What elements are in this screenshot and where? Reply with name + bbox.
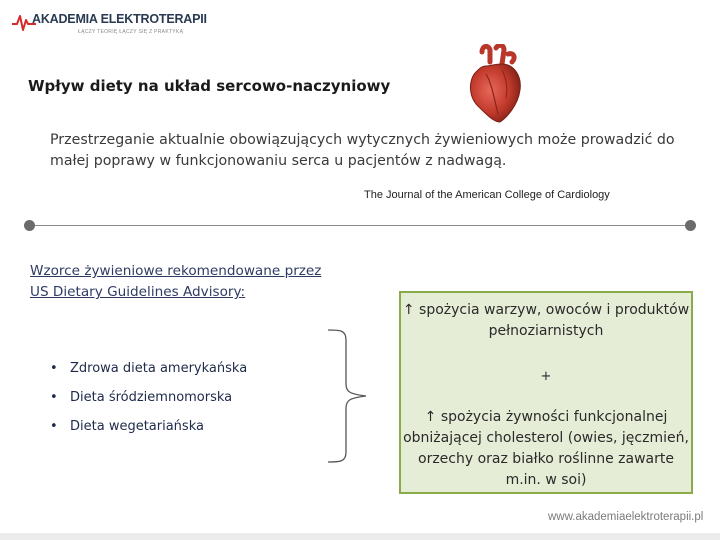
footer-bar [0,533,720,540]
recommendation-part1 [401,300,691,342]
logo-text: AKADEMIA ELEKTROTERAPII [32,12,207,26]
diet-item-label: Dieta wegetariańska [70,419,204,434]
divider-dot-right [685,220,696,231]
divider-dot-left [24,220,35,231]
diet-patterns-heading: Wzorce żywieniowe rekomendowane przez US Dietary Guidelines Advisory: [30,263,322,300]
bracket-connector [326,328,374,466]
list-item: • Dieta wegetariańska [50,419,204,434]
source-citation: The Journal of the American College of Cardiology [364,189,610,201]
arrow-up-icon: ↑ [424,409,437,425]
slide-title: Wpływ diety na układ sercowo-naczyniowy [28,77,391,95]
list-item: • Zdrowa dieta amerykańska [50,361,248,376]
diet-item-label: Dieta śródziemnomorska [70,390,233,405]
diet-list [50,361,247,448]
recommendation-part2 [401,407,691,491]
diet-item-label: Zdrowa dieta amerykańska [70,361,248,376]
list-item: • Dieta śródziemnomorska [50,390,233,405]
brand-logo [12,10,207,40]
recommendation-text-2: spożycia żywności funkcjonalnej obniżającej cholesterol (owies, jęczmień, orzechy oraz białko roślinne zawarte m.in. w soi) [403,409,689,488]
logo-tagline: ŁĄCZY TEORIĘ ŁĄCZY SIĘ Z PRAKTYKĄ [78,29,184,35]
study-quote: Przestrzeganie aktualnie obowiązujących wytycznych żywieniowych może prowadzić do małej poprawy w funkcjonowaniu serca u pacjentów z nadwagą. [50,132,675,169]
recommendation-text-1: spożycia warzyw, owoców i produktów pełnoziarnistych [414,302,690,339]
heart-illustration-icon [462,44,526,124]
divider-line [30,225,690,226]
divider-timeline [24,219,696,233]
footer-url: www.akademiaelektroterapii.pl [548,511,704,523]
plus-sign: + [540,369,552,384]
arrow-up-icon: ↑ [402,302,415,318]
recommendation-box [399,291,693,494]
